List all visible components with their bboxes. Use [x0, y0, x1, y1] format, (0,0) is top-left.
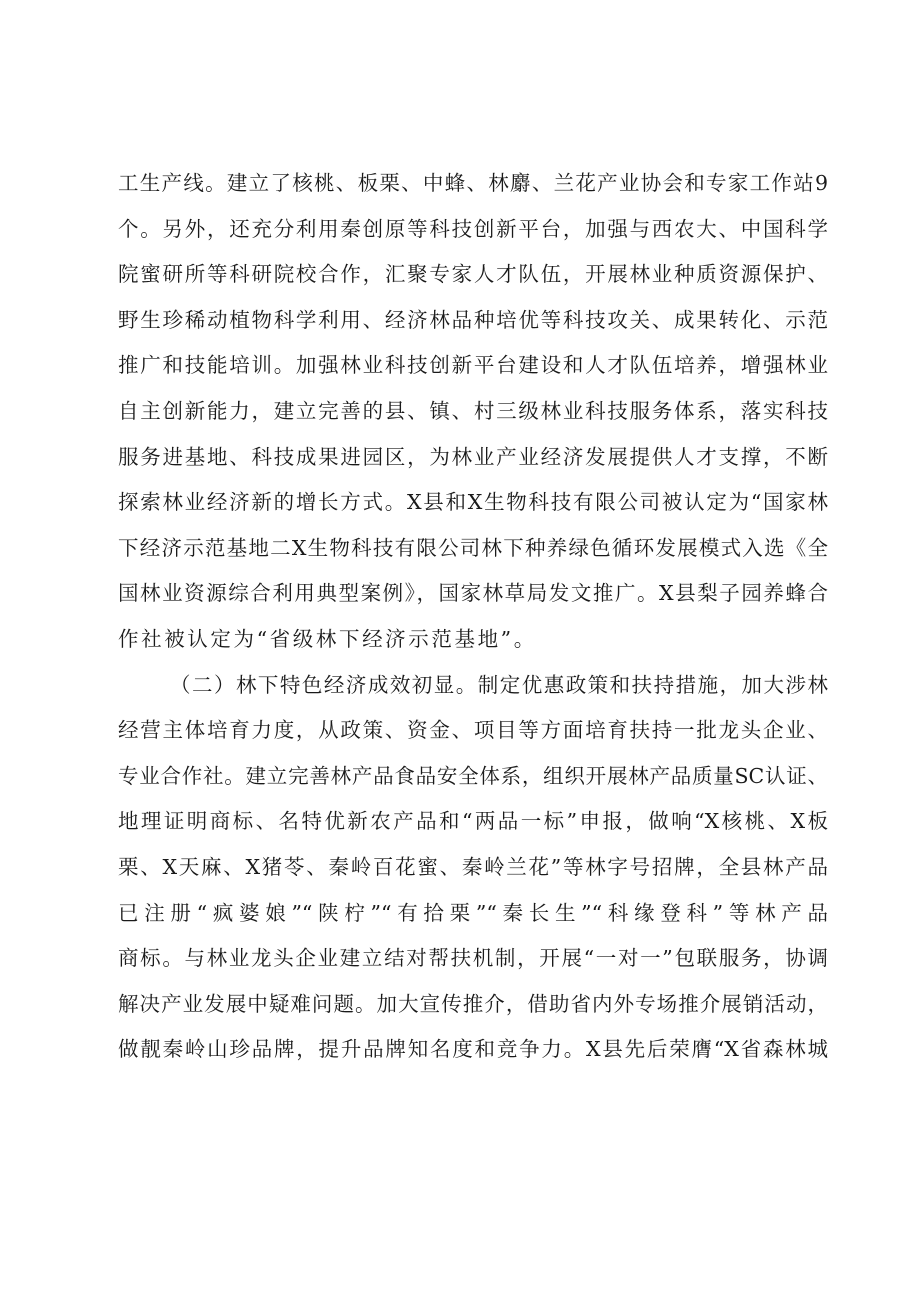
text-line: 探索林业经济新的增长方式。X县和X生物科技有限公司被认定为“国家林 [118, 490, 828, 515]
body-text [118, 161, 828, 1073]
text-line: 院蜜研所等科研院校合作，汇聚专家人才队伍，开展林业种质资源保护、 [118, 262, 828, 287]
text-line: 工生产线。建立了核桃、板栗、中蜂、林麝、兰花产业协会和专家工作站9 [118, 171, 828, 195]
text-line: 作社被认定为“省级林下经济示范基地”。 [118, 626, 537, 651]
text-line: 商标。与林业龙头企业建立结对帮扶机制，开展“一对一”包联服务，协调 [118, 946, 828, 971]
text-line: 解决产业发展中疑难问题。加大宣传推介，借助省内外专场推介展销活动， [118, 991, 828, 1016]
text-line: 做靓秦岭山珍品牌，提升品牌知名度和竞争力。X县先后荣膺“X省森林城 [118, 1037, 828, 1062]
text-line: 已注册“疯婆娘”“陕柠”“有拾栗”“秦长生”“科缘登科”等林产品 [118, 900, 828, 925]
text-line: 栗、X天麻、X猪苓、秦岭百花蜜、秦岭兰花”等林字号招牌，全县林产品 [118, 854, 828, 879]
text-line: 地理证明商标、名特优新农产品和“两品一标”申报，做响“X核桃、X板 [118, 809, 828, 834]
text-line: 野生珍稀动植物科学利用、经济林品种培优等科技攻关、成果转化、示范 [118, 307, 828, 332]
text-line: 下经济示范基地二X生物科技有限公司林下种养绿色循环发展模式入选《全 [118, 535, 828, 560]
text-line: 服务进基地、科技成果进园区，为林业产业经济发展提供人才支撑，不断 [118, 444, 828, 469]
text-line: 个。另外，还充分利用秦创原等科技创新平台，加强与西农大、中国科学 [118, 216, 828, 241]
text-line: 自主创新能力，建立完善的县、镇、村三级林业科技服务体系，落实科技 [118, 398, 828, 423]
paragraph-2 [118, 663, 828, 1073]
text-line: 经营主体培育力度，从政策、资金、项目等方面培育扶持一批龙头企业、 [118, 718, 828, 743]
text-line: （二）林下特色经济成效初显。制定优惠政策和扶持措施，加大涉林 [170, 672, 828, 697]
text-line: 专业合作社。建立完善林产品食品安全体系，组织开展林产品质量SC认证、 [118, 763, 828, 788]
text-line: 国林业资源综合利用典型案例》，国家林草局发文推广。X县梨子园养蜂合 [118, 581, 828, 606]
text-line: 推广和技能培训。加强林业科技创新平台建设和人才队伍培养，增强林业 [118, 353, 828, 378]
paragraph-1 [118, 161, 828, 663]
